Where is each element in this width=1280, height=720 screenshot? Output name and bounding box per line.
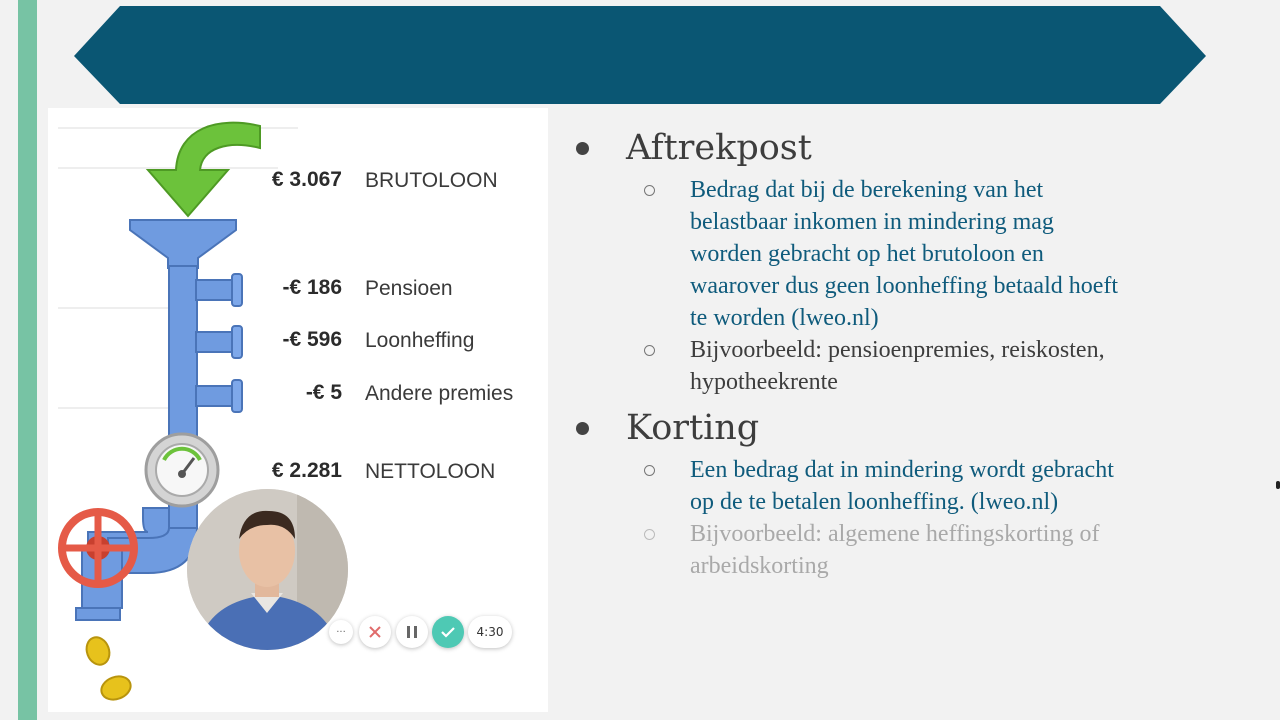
- bullet-dot: [576, 422, 589, 435]
- more-button[interactable]: [329, 620, 353, 644]
- text-line: Een bedrag dat in mindering wordt gebracht: [690, 457, 1114, 483]
- heading-korting: Korting: [626, 408, 760, 448]
- title-banner: [0, 0, 1280, 110]
- edge-marker: [1276, 481, 1280, 489]
- done-button[interactable]: [432, 616, 464, 648]
- bullet-dot: [576, 142, 589, 155]
- text-line: op de te betalen loonheffing. (lweo.nl): [690, 489, 1059, 515]
- heading-aftrekpost: Aftrekpost: [626, 128, 812, 168]
- sub-bullet-ring: [644, 529, 655, 540]
- pause-icon: [405, 625, 419, 639]
- label-pensioen: Pensioen: [365, 277, 453, 300]
- cancel-recording-button[interactable]: [359, 616, 391, 648]
- pause-button[interactable]: [396, 616, 428, 648]
- amount-pensioen: -€ 186: [282, 276, 342, 299]
- text-line: Bedrag dat bij de berekening van het: [690, 177, 1044, 203]
- amount-bruto: € 3.067: [271, 168, 342, 191]
- recording-timer: [468, 616, 512, 648]
- text-line: te worden (lweo.nl): [690, 305, 879, 331]
- sub-aftrekpost-example: [570, 334, 1230, 398]
- bullet-aftrekpost: [570, 122, 1230, 174]
- text-line: hypotheekrente: [690, 369, 838, 395]
- label-netto: NETTOLOON: [365, 460, 496, 483]
- amount-netto: € 2.281: [271, 459, 342, 482]
- text-line: belastbaar inkomen in mindering mag: [690, 209, 1054, 235]
- sub-bullet-ring: [644, 345, 655, 356]
- label-bruto: BRUTOLOON: [365, 169, 498, 192]
- more-label: ···: [336, 626, 346, 638]
- amount-andere-premies: -€ 5: [305, 381, 342, 404]
- webcam-bubble[interactable]: [187, 489, 348, 650]
- sub-aftrekpost-definition: [570, 174, 1230, 334]
- bullet-korting: [570, 402, 1230, 454]
- text-line: worden gebracht op het brutoloon en: [690, 241, 1044, 267]
- sub-bullet-ring: [644, 185, 655, 196]
- gauge-icon: [146, 434, 218, 506]
- label-andere-premies: Andere premies: [365, 382, 514, 405]
- text-line: waarover dus geen loonheffing betaald hoeft: [690, 273, 1119, 299]
- text-line: Bijvoorbeeld: algemene heffingskorting of: [690, 521, 1100, 547]
- text-line: arbeidskorting: [690, 553, 829, 579]
- sub-korting-definition: [570, 454, 1230, 518]
- check-icon: [440, 625, 456, 639]
- label-loonheffing: Loonheffing: [365, 329, 475, 352]
- presenter-avatar: [187, 489, 348, 650]
- text-line: Bijvoorbeeld: pensioenpremies, reiskosten,: [690, 337, 1105, 363]
- timer-text: 4:30: [476, 625, 504, 639]
- sub-bullet-ring: [644, 465, 655, 476]
- bullet-list: [570, 122, 1230, 582]
- valve-icon: [62, 512, 134, 584]
- amount-loonheffing: -€ 596: [282, 328, 342, 351]
- coin-icon: [83, 634, 134, 703]
- sub-korting-example: [570, 518, 1230, 582]
- close-icon: [368, 625, 382, 639]
